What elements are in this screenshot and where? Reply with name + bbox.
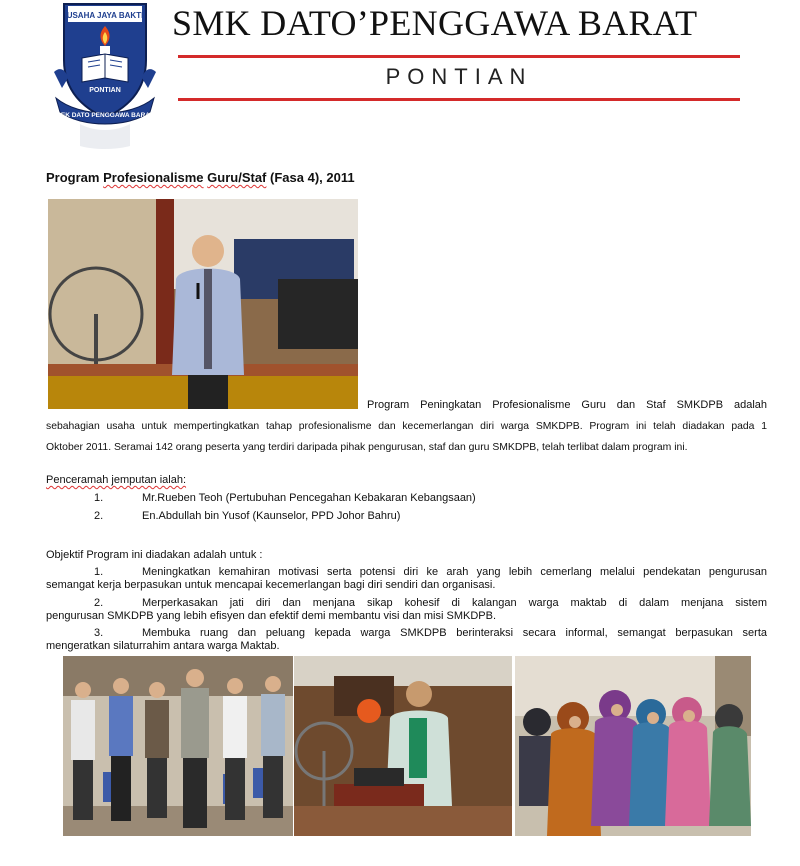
audience-seated-photo [515,656,751,836]
school-town: PONTIAN [385,64,533,89]
objective-item-continuation: mengeratkan silaturrahim antara warga Maktab. [46,640,280,652]
crest-inner-label: PONTIAN [89,87,121,94]
school-crest-logo [50,0,160,150]
intro-line-1: Program Peningkatan Profesionalisme Guru dan Staf SMKDPB adalah [367,399,767,411]
crest-motto: USAHA JAYA BAKTI [66,11,144,20]
speaker-item: 2. En.Abdullah bin Yusof (Kaunselor, PPD Johor Bahru) [94,510,401,522]
speakers-heading: Penceramah jemputan ialah: [46,474,187,486]
objective-item: 2. Merperkasakan jati diri dan menjana sikap kohesif di kalangan warga maktab di dalam menjana sistem [94,597,767,609]
speaker-item: 1. Mr.Rueben Teoh (Pertubuhan Pencegahan Kebakaran Kebangsaan) [94,492,476,504]
objective-item: 1. Meningkatkan kemahiran motivasi serta potensi diri ke arah yang lebih cemerlang melalui pendekatan pengurusan [94,566,767,578]
objective-item: 3. Membuka ruang dan peluang kepada warga SMKDPB berinteraksi secara informal, semangat berpasukan serta [94,627,767,639]
speaker-photo [48,199,358,409]
crest-ribbon: SEK DATO PENGGAWA BARAT [56,112,154,119]
header-divider-bottom [178,98,740,101]
speaker-podium-photo [294,656,512,836]
header-divider-top [178,55,740,58]
objectives-heading: Objektif Program ini diadakan adalah untuk : [46,549,263,561]
school-name: SMK DATO’PENGGAWA BARAT [172,3,698,43]
intro-line-3: Oktober 2011. Seramai 142 orang peserta yang terdiri daripada pihak pengurusan, staf dan guru SMKDPB, telah terlibat dalam program ini. [46,442,688,453]
article-title: Program Profesionalisme Guru/Staf (Fasa 4), 2011 [46,170,355,185]
objective-item-continuation: pengurusan SMKDPB yang lebih efisyen dan efektif demi membantu visi dan misi SMKDPB. [46,610,496,622]
objective-item-continuation: semangat kerja berpasukan untuk mencapai kecemerlangan bagi diri sendiri dan organisasi. [46,579,496,591]
audience-standing-photo [63,656,293,836]
intro-line-2: sebahagian usaha untuk mempertingkatkan tahap profesionalisme dan kecemerlangan diri warga SMKDPB. Program ini telah diadakan pada 1 [46,421,767,432]
